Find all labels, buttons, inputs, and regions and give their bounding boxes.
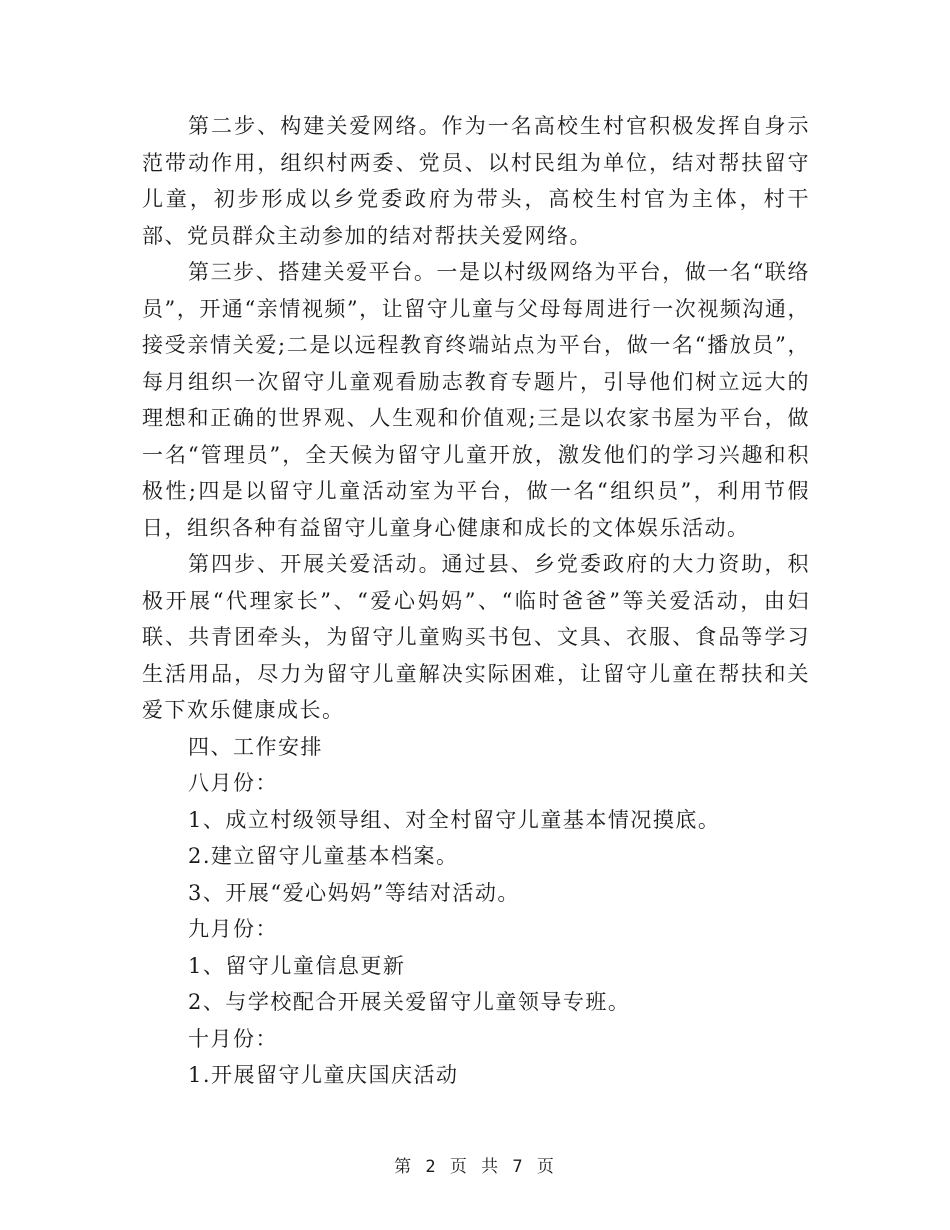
page-number: 第 2 页 共 7 页 <box>394 1157 556 1177</box>
list-item: 3、开展“爱心妈妈”等结对活动。 <box>188 880 520 905</box>
list-item: 1、留守儿童信息更新 <box>188 953 406 978</box>
list-item: 1.开展留守儿童庆国庆活动 <box>188 1063 459 1087</box>
paragraph-step-four: 第四步、开展关爱活动。通过县、乡党委政府的大力资助，积极开展“代理家长”、“爱心妈妈”、“临时爸爸”等关爱活动，由妇联、共青团牵头，为留守儿童购买书包、文具、衣服、食品等学习生活用品，尽力为留守儿童解决实际困难，让留守儿童在帮扶和关爱下欢乐健康成长。 <box>142 552 810 722</box>
list-item: 2、与学校配合开展关爱留守儿童领导专班。 <box>188 990 631 1014</box>
section-heading: 四、工作安排 <box>188 734 323 759</box>
paragraph-step-three: 第三步、搭建关爱平台。一是以村级网络为平台，做一名“联络员”，开通“亲情视频”，让留守儿童与父母每周进行一次视频沟通，接受亲情关爱;二是以远程教育终端站点为平台，做一名“播放员”，每月组织一次留守儿童观看励志教育专题片，引导他们树立远大的理想和正确的世界观、人生观和价值观;三是以农家书屋为平台，做一名“管理员”，全天候为留守儿童开放，激发他们的学习兴趣和积极性;四是以留守儿童活动室为平台，做一名“组织员”，利用节假日，组织各种有益留守儿童身心健康和成长的文体娱乐活动。 <box>142 260 810 540</box>
list-item: 2.建立留守儿童基本档案。 <box>188 844 459 868</box>
paragraph-step-two: 第二步、构建关爱网络。作为一名高校生村官积极发挥自身示范带动作用，组织村两委、党员、以村民组为单位，结对帮扶留守儿童，初步形成以乡党委政府为带头，高校生村官为主体，村干部、党员群众主动参加的结对帮扶关爱网络。 <box>142 114 810 248</box>
month-october: 十月份： <box>188 1026 278 1051</box>
list-item: 1、成立村级领导组、对全村留守儿童基本情况摸底。 <box>188 807 721 832</box>
month-august: 八月份： <box>188 771 278 795</box>
month-september: 九月份： <box>188 917 278 941</box>
document-body <box>142 108 810 1094</box>
